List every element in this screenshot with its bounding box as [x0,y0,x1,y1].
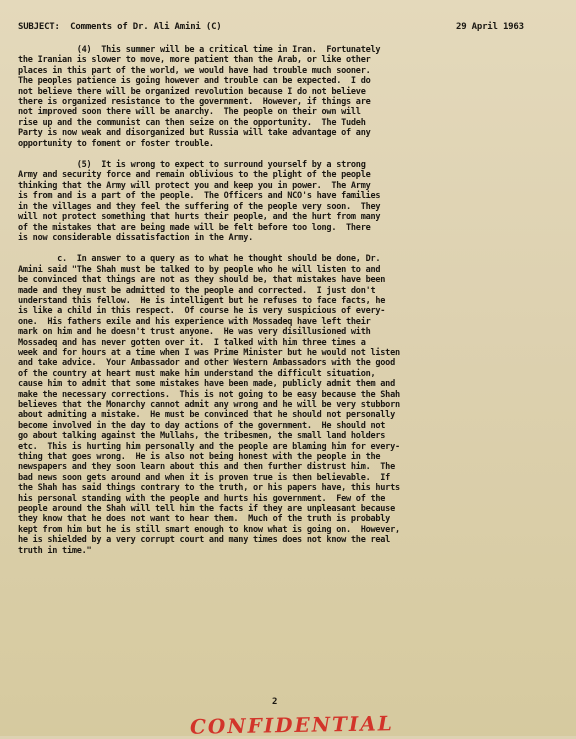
text-line: one. His fathers exile and his experience with Mossadeq have left their [18,316,371,327]
text-line: of the country at heart must make him understand the difficult situation, [18,368,376,379]
text-line: understand this fellow. He is intelligent but he refuses to face facts, he [18,295,386,306]
subject-line: SUBJECT: Comments of Dr. Ali Amini (C) [18,22,222,32]
text-line: his personal standing with the people and hurts his government. Few of the [18,493,386,504]
text-line: is now considerable dissatisfaction in the Army. [18,232,253,243]
confidential-stamp: CONFIDENTIAL [189,711,395,739]
text-line: he is shielded by a very corrupt court and many times does not know the real [18,535,391,546]
text-line: c. In answer to a query as to what he thought should be done, Dr. [18,254,381,265]
text-line: the Iranian is slower to move, more patient than the Arab, or like other [18,55,371,66]
text-line: cause him to admit that some mistakes have been made, publicly admit them and [18,379,395,390]
text-line: make the necessary corrections. This is not going to be easy because the Shah [18,389,400,400]
text-line: about admiting a mistake. He must be convinced that he should not personally [18,410,395,421]
text-line: in the villages and they feel the suffering of the people very soon. They [18,201,381,212]
text-line: they know that he does not want to hear them. Much of the truth is probably [18,514,391,525]
text-line: become involved in the day to day actions of the government. He should not [18,420,386,431]
text-line: there is organized resistance to the government. However, if things are [18,97,371,108]
text-line: kept from him but he is still smart enough to know what is going on. However, [18,524,400,535]
text-line: places in this part of the world, we would have had trouble much sooner. [18,65,371,76]
paragraph [18,254,546,556]
text-line: opportunity to foment or foster trouble. [18,138,214,149]
text-line: thing that goes wrong. He is also not being honest with the people in the [18,452,381,463]
text-line: go about talking against the Mullahs, the tribesmen, the small land holders [18,431,386,442]
text-line: (5) It is wrong to expect to surround yourself by a strong [18,160,366,171]
text-line: etc. This is hurting him personally and the people are blaming him for every- [18,441,400,452]
paragraph [18,160,546,243]
text-line: Party is now weak and disorganized but Russia will take advantage of any [18,128,371,139]
paragraph [18,45,546,149]
text-line: thinking that the Army will protect you and keep you in power. The Army [18,180,371,191]
text-line: people around the Shah will tell him the facts if they are unpleasant because [18,504,395,515]
text-line: week and for hours at a time when I was Prime Minister but he would not listen [18,347,400,358]
memo-body [18,45,546,567]
text-line: will not protect something that hurts their people, and the hurt from many [18,212,381,223]
text-line: be convinced that things are not as they should be, that mistakes have been [18,275,386,286]
text-line: made and they must be admitted to the people and corrected. I just don't [18,285,376,296]
text-line: is from and is a part of the people. The Officers and NCO's have families [18,191,381,202]
text-line: believes that the Monarchy cannot admit any wrong and he will be very stubborn [18,400,400,410]
text-line: not improved soon there will be anarchy. The people on their own will [18,107,361,118]
text-line: mark on him and he doesn't trust anyone. He was very disillusioned with [18,327,371,338]
text-line: rise up and the communist can then seize on the opportunity. The Tudeh [18,117,366,128]
text-line: Amini said "The Shah must be talked to by people who he will listen to and [18,264,381,275]
text-line: not believe there will be organized revolution because I do not believe [18,86,366,97]
text-line: (4) This summer will be a critical time in Iran. Fortunately [18,45,381,55]
memo-header [18,22,536,32]
text-line: truth in time." [18,545,92,556]
text-line: Mossadeq and has never gotten over it. I talked with him three times a [18,337,366,348]
text-line: of the mistakes that are being made will be felt before too long. There [18,222,371,233]
text-line: newspapers and they soon learn about this and then further distrust him. The [18,462,395,473]
text-line: is like a child in this respect. Of course he is very suspicious of every- [18,306,386,317]
text-line: Army and security force and remain oblivious to the plight of the people [18,170,371,181]
memo-date: 29 April 1963 [456,22,524,32]
page-number: 2 [272,697,278,707]
text-line: bad news soon gets around and when it is proven true is then believable. If [18,472,391,483]
text-line: The peoples patience is going however and trouble can be expected. I do [18,76,371,87]
text-line: the Shah has said things contrary to the truth, or his papers have, this hurts [18,483,400,494]
text-line: and take advice. Your Ambassador and other Western Ambassadors with the good [18,358,395,369]
